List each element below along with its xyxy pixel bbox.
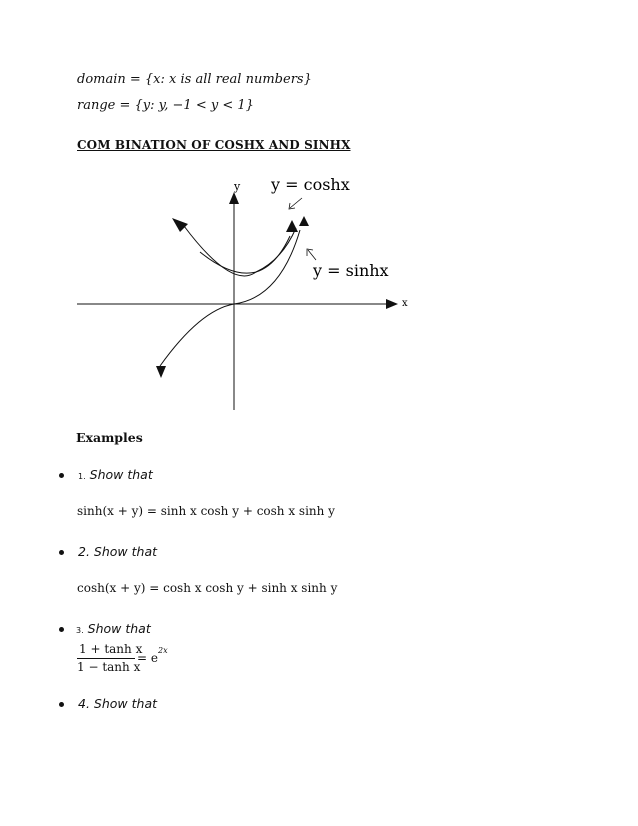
- y-axis-arrowhead: [229, 192, 239, 204]
- example-3-formula: [77, 642, 177, 676]
- cosh-curve-inner: [200, 236, 290, 273]
- example-text: Show that: [87, 621, 151, 636]
- bullet: [59, 473, 64, 478]
- example-number: 1.: [78, 472, 86, 481]
- example-number: 3.: [76, 626, 84, 635]
- cosh-left-arrowhead: [172, 218, 188, 232]
- fraction-bar: [77, 658, 135, 659]
- example-3: [76, 621, 151, 636]
- sinh-label: y = sinhx: [313, 261, 389, 280]
- sinh-curve: [160, 230, 300, 366]
- example-2: [78, 544, 157, 559]
- example-4: [78, 696, 157, 711]
- examples-heading: Examples: [76, 430, 143, 445]
- cosh-curve: [184, 226, 296, 276]
- example-text: Show that: [89, 467, 153, 482]
- fraction-rhs: = e: [137, 651, 158, 665]
- example-number: 2.: [78, 544, 90, 559]
- range-definition: range = {y: y, −1 < y < 1}: [77, 98, 254, 113]
- fraction-denominator: 1 − tanh x: [77, 660, 141, 674]
- example-2-formula: cosh(x + y) = cosh x cosh y + sinh x sinh y: [77, 581, 338, 595]
- x-axis-arrowhead: [386, 299, 398, 309]
- example-number: 4.: [78, 696, 90, 711]
- bullet: [59, 702, 64, 707]
- sinh-pointer: [308, 250, 316, 260]
- fraction-numerator: 1 + tanh x: [79, 642, 143, 656]
- bullet: [59, 627, 64, 632]
- cosh-sinh-graph: [60, 170, 420, 415]
- x-axis-label: x: [402, 298, 408, 309]
- example-text: Show that: [93, 544, 158, 559]
- sinh-top-arrowhead: [299, 216, 309, 226]
- section-heading: COM BINATION OF COSHX AND SINHX: [77, 138, 351, 152]
- cosh-label: y = coshx: [271, 175, 350, 194]
- exponent: 2x: [158, 646, 168, 655]
- example-text: Show that: [93, 696, 158, 711]
- cosh-pointer: [290, 198, 302, 208]
- y-axis-label: y: [234, 180, 241, 193]
- bullet: [59, 550, 64, 555]
- cosh-right-arrowhead: [286, 220, 298, 232]
- example-1: [78, 467, 153, 482]
- example-1-formula: sinh(x + y) = sinh x cosh y + cosh x sinh y: [77, 504, 335, 518]
- domain-definition: domain = {x: x is all real numbers}: [77, 72, 312, 87]
- sinh-bottom-arrowhead: [156, 366, 166, 378]
